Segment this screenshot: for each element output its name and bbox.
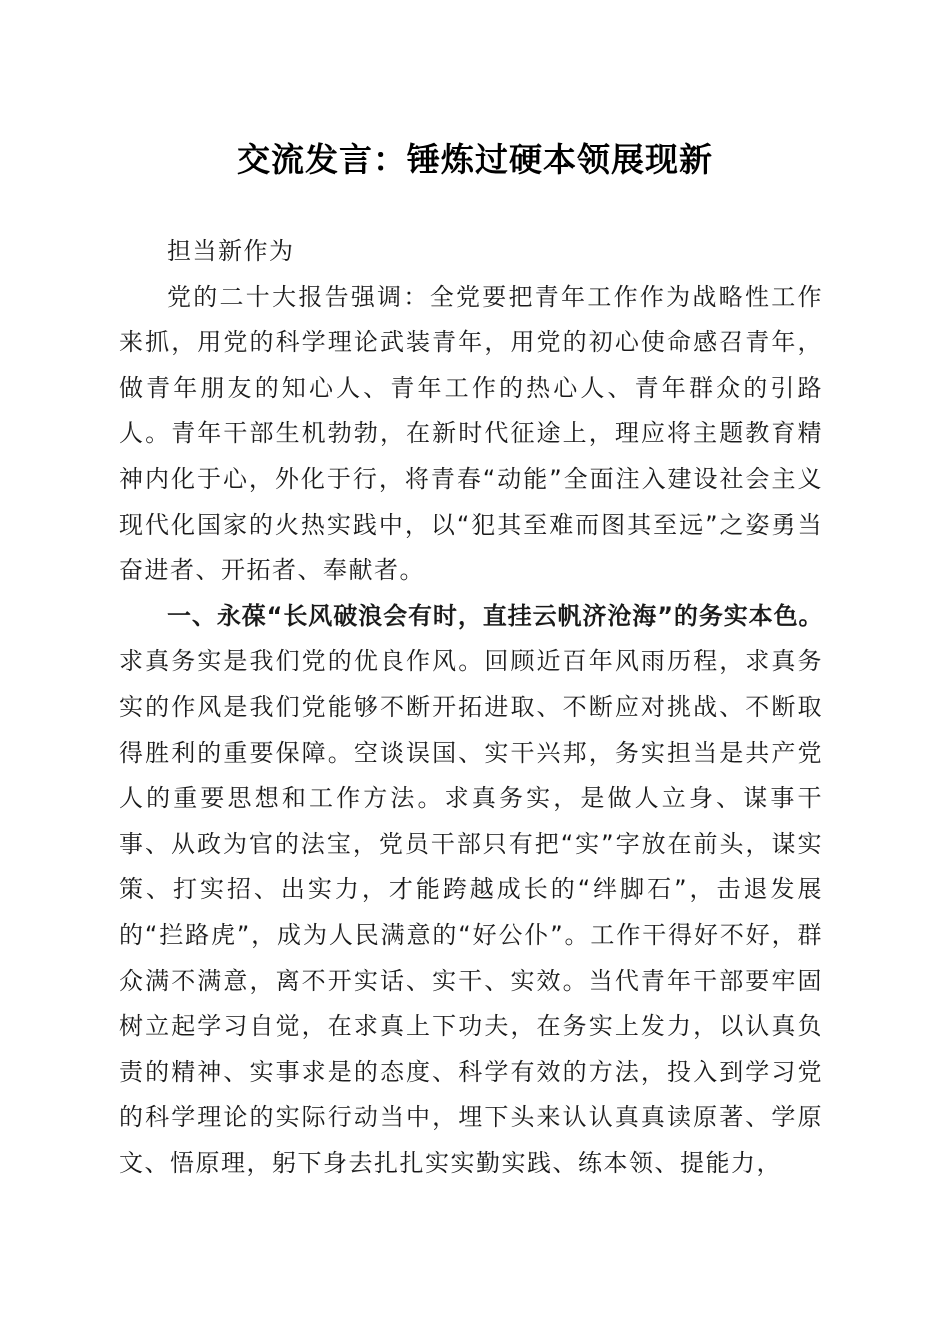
document-body (119, 229, 823, 1186)
section-1-body: 求真务实是我们党的优良作风。回顾近百年风雨历程，求真务实的作风是我们党能够不断开拓进取、不断应对挑战、不断取得胜利的重要保障。空谈误国、实干兴邦，务实担当是共产党人的重要思想和工作方法。求真务实，是做人立身、谋事干事、从政为官的法宝，党员干部只有把“实”字放在前头，谋实策、打实招、出实力，才能跨越成长的“绊脚石”，击退发展的“拦路虎”，成为人民满意的“好公仆”。工作干得好不好，群众满不满意，离不开实话、实干、实效。当代青年干部要牢固树立起学习自觉，在求真上下功夫，在务实上发力，以认真负责的精神、实事求是的态度、科学有效的方法，投入到学习党的科学理论的实际行动当中，埋下头来认认真真读原著、学原文、悟原理，躬下身去扎扎实实勤实践、练本领、提能力， (119, 647, 823, 1177)
section-1-heading: 一、永葆“长风破浪会有时，直挂云帆济沧海”的务实本色。 (167, 601, 823, 630)
document-title: 交流发言：锤炼过硬本领展现新 (237, 140, 713, 179)
subtitle-line: 担当新作为 (167, 237, 295, 265)
intro-paragraph: 党的二十大报告强调：全党要把青年工作作为战略性工作来抓，用党的科学理论武装青年，用党的初心使命感召青年，做青年朋友的知心人、青年工作的热心人、青年群众的引路人。青年干部生机勃勃，在新时代征途上，理应将主题教育精神内化于心，外化于行，将青春“动能”全面注入建设社会主义现代化国家的火热实践中，以“犯其至难而图其至远”之姿勇当奋进者、开拓者、奉献者。 (119, 282, 823, 585)
section-1-paragraph (119, 594, 823, 1187)
